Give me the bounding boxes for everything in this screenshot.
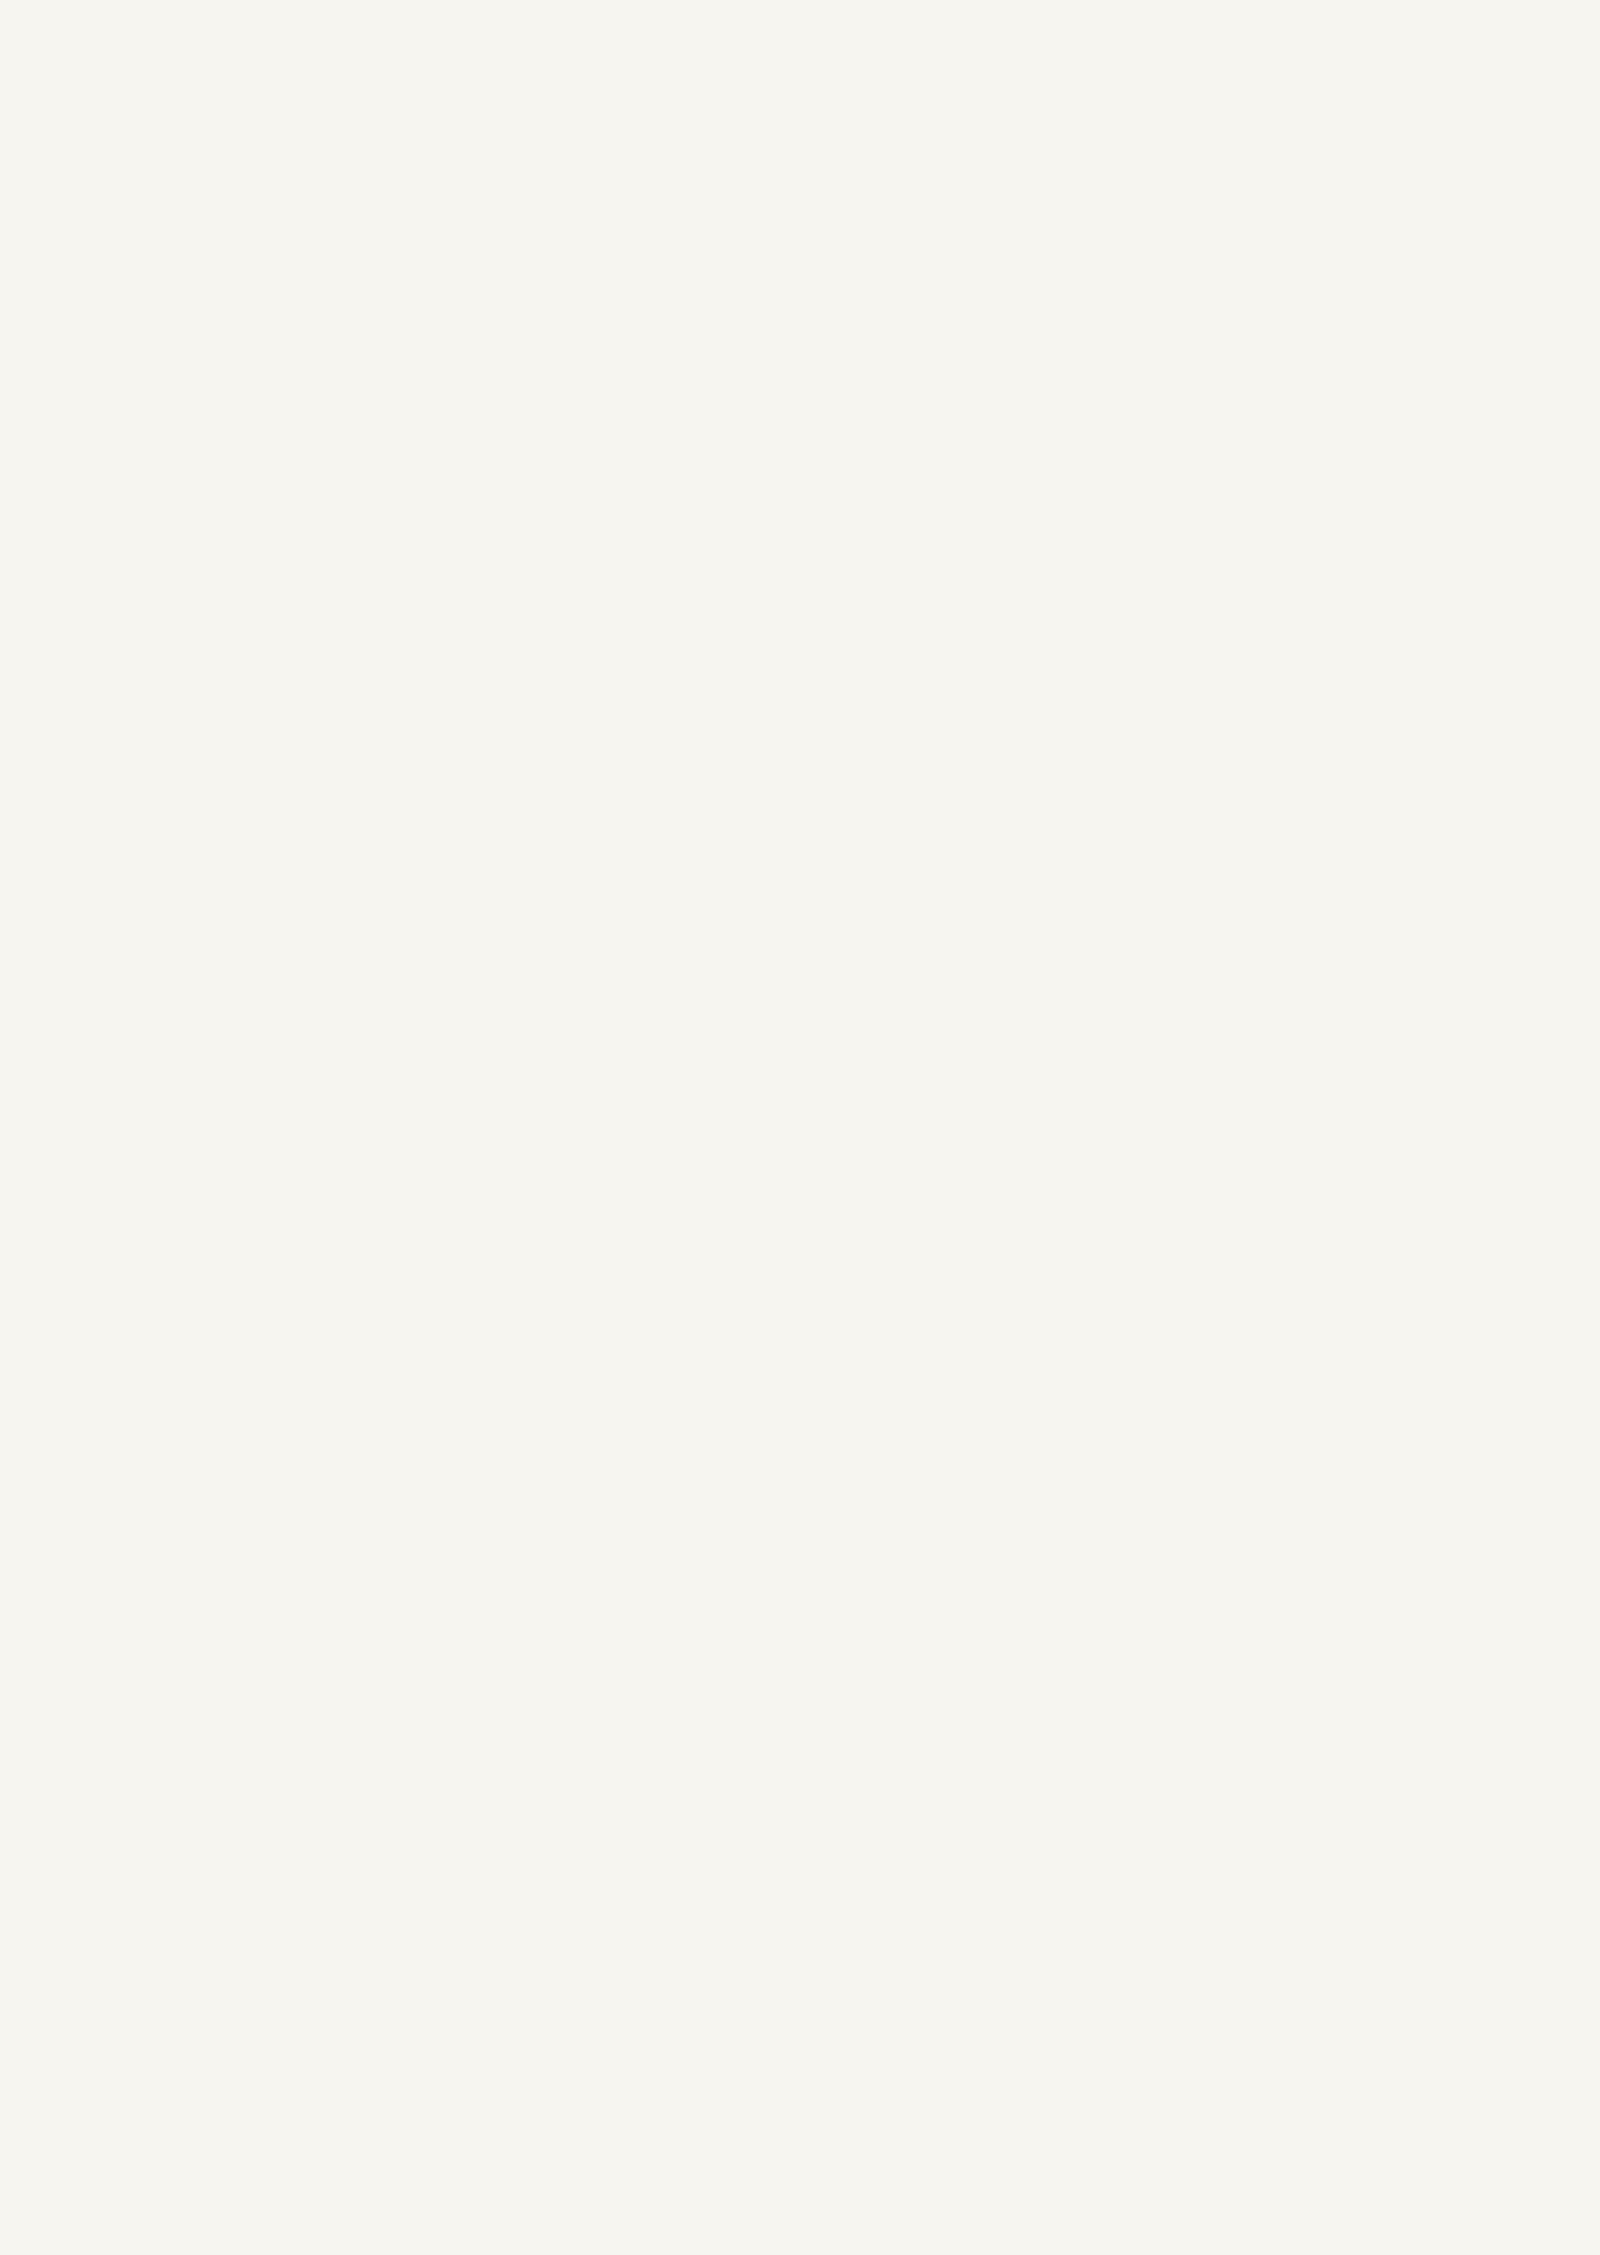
notice xyxy=(200,900,1400,924)
